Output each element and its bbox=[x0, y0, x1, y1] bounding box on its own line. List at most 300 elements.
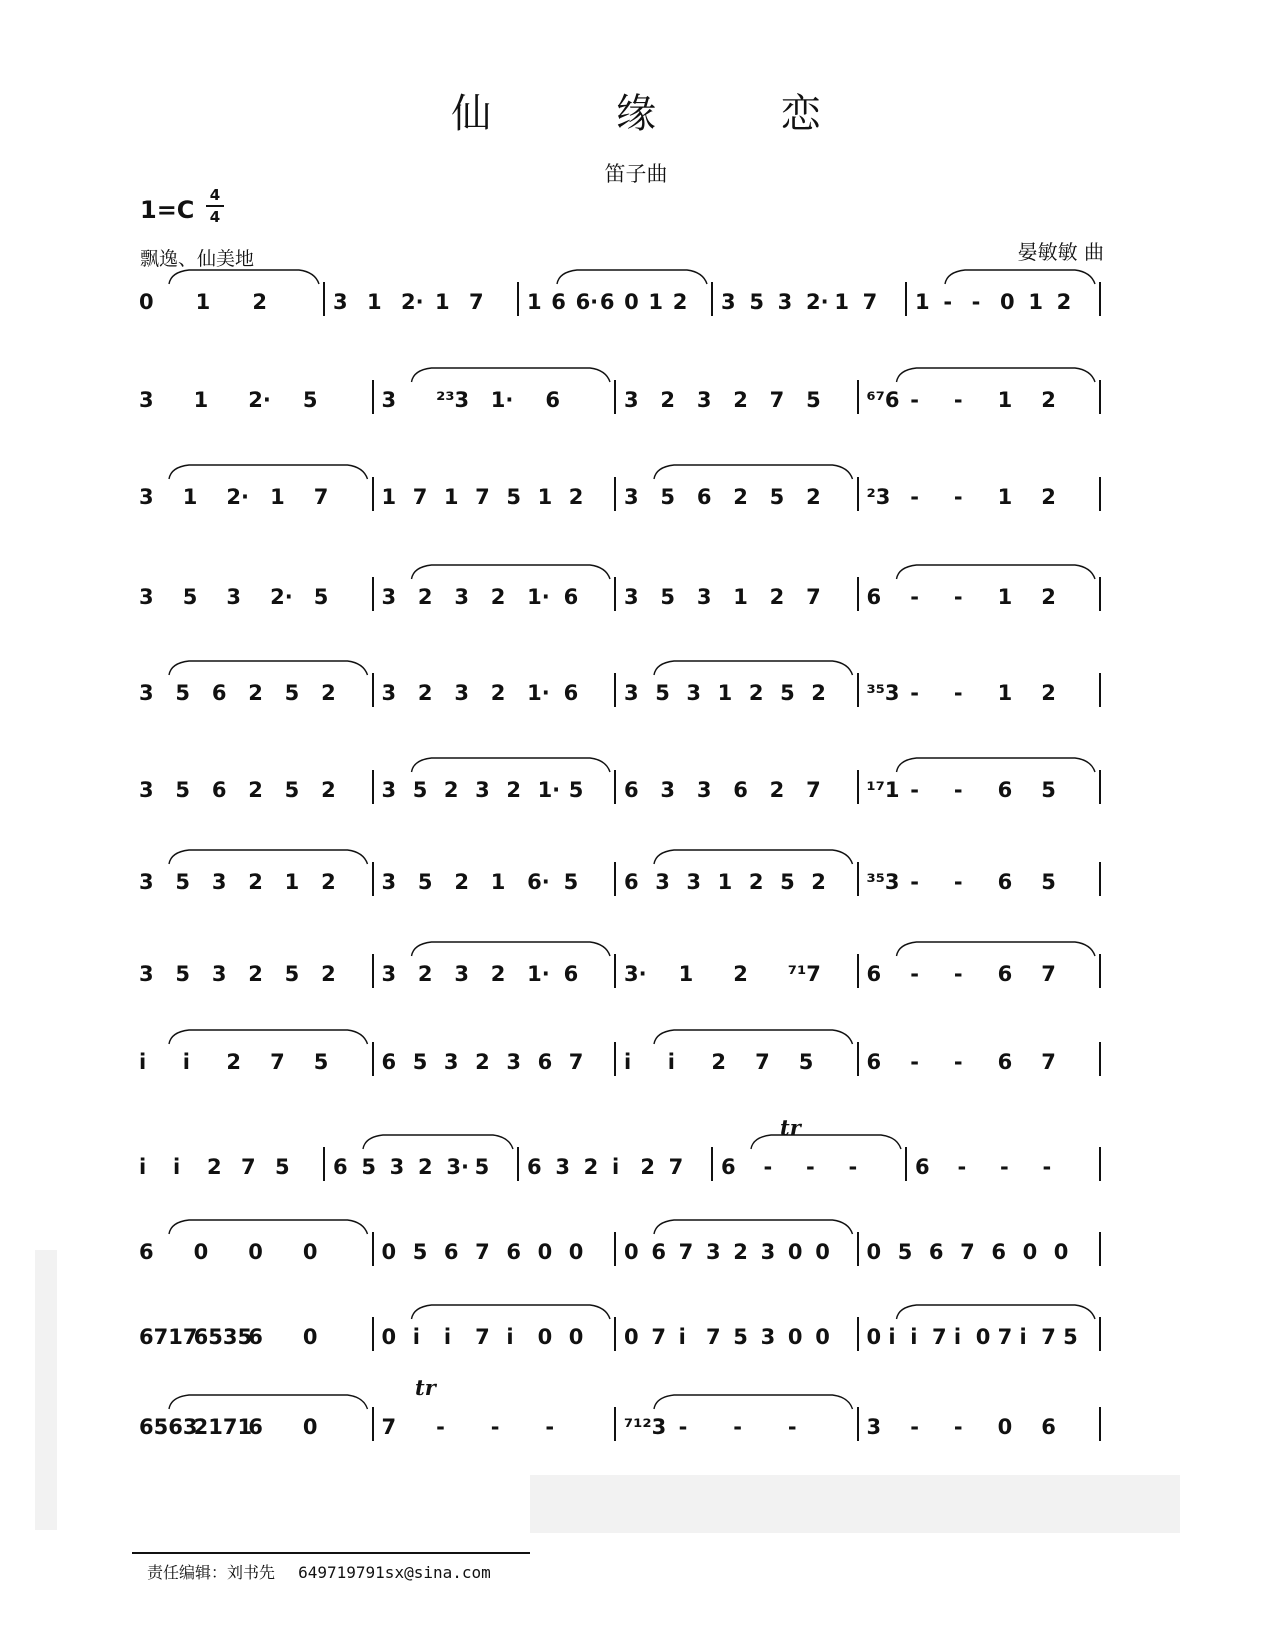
note: 7 bbox=[1041, 1050, 1056, 1074]
note: 2 bbox=[711, 1050, 727, 1074]
barline bbox=[711, 282, 713, 316]
note: 5 bbox=[660, 585, 676, 609]
note: 5 bbox=[284, 962, 300, 986]
note: 3 bbox=[655, 870, 670, 894]
note: 3 bbox=[686, 870, 702, 894]
barline bbox=[372, 673, 374, 707]
note: 2 bbox=[1041, 485, 1056, 509]
note: 2 bbox=[733, 962, 748, 986]
note: 6 bbox=[997, 870, 1013, 894]
note: 1· bbox=[527, 585, 550, 609]
note: 3 bbox=[139, 962, 154, 986]
note: 0 bbox=[381, 1240, 397, 1264]
barline bbox=[614, 1317, 616, 1351]
slur bbox=[751, 1135, 901, 1149]
note: 6 bbox=[696, 485, 712, 509]
note: 3 bbox=[381, 778, 397, 802]
note: 2 bbox=[248, 870, 263, 894]
note: i bbox=[612, 1155, 620, 1179]
note: 6 bbox=[248, 1325, 263, 1349]
barline bbox=[372, 770, 374, 804]
note: - bbox=[953, 962, 963, 986]
note: - bbox=[763, 1155, 773, 1179]
note: ¹⁷1 bbox=[866, 778, 900, 802]
note: 1 bbox=[997, 585, 1013, 609]
note: 2 bbox=[490, 962, 506, 986]
slur-group bbox=[135, 1190, 1165, 1240]
note: 6 bbox=[506, 1240, 521, 1264]
slur-group bbox=[135, 338, 1165, 388]
note: - bbox=[910, 485, 919, 509]
barline bbox=[857, 1317, 859, 1351]
barline bbox=[905, 282, 907, 316]
note: ⁷¹7 bbox=[787, 962, 821, 986]
note: 5 bbox=[474, 1155, 490, 1179]
barline bbox=[614, 1407, 616, 1441]
barline bbox=[1099, 282, 1101, 316]
note: 5 bbox=[175, 962, 191, 986]
barline bbox=[614, 577, 616, 611]
note: 2 bbox=[226, 1050, 242, 1074]
note: 7 bbox=[568, 1050, 584, 1074]
note: 3 bbox=[777, 290, 793, 314]
note: 6 bbox=[381, 1050, 397, 1074]
barline bbox=[614, 477, 616, 511]
note: - bbox=[490, 1415, 500, 1439]
note: 7 bbox=[806, 778, 821, 802]
note: 7 bbox=[241, 1155, 256, 1179]
note: 2 bbox=[568, 485, 584, 509]
time-signature-top: 4 bbox=[209, 186, 221, 204]
footer-email: 649719791sx@sina.com bbox=[298, 1563, 491, 1582]
slur bbox=[169, 270, 319, 284]
slur bbox=[897, 368, 1096, 382]
note: 1 bbox=[717, 681, 733, 705]
note: 3 bbox=[139, 585, 154, 609]
slur bbox=[897, 565, 1096, 579]
note: 5 bbox=[897, 1240, 913, 1264]
note: 1· bbox=[490, 388, 514, 412]
note: 5 bbox=[506, 485, 521, 509]
note: 2 bbox=[417, 681, 433, 705]
barline bbox=[857, 380, 859, 414]
note: 2 bbox=[811, 870, 826, 894]
note: 1 bbox=[997, 485, 1013, 509]
barline bbox=[517, 1147, 519, 1181]
slur bbox=[654, 1030, 853, 1044]
score-line-9 bbox=[135, 1050, 1162, 1110]
note: 6 bbox=[443, 1240, 459, 1264]
note: i bbox=[1019, 1325, 1027, 1349]
barline bbox=[372, 1317, 374, 1351]
note: 3 bbox=[454, 585, 469, 609]
note: i bbox=[667, 1050, 675, 1074]
note: i bbox=[506, 1325, 514, 1349]
note: i bbox=[173, 1155, 181, 1179]
note: - bbox=[910, 870, 919, 894]
note: 5 bbox=[284, 681, 300, 705]
note: 3 bbox=[555, 1155, 570, 1179]
barline bbox=[1099, 862, 1101, 896]
note: 7 bbox=[475, 1325, 490, 1349]
note: 7 bbox=[668, 1155, 684, 1179]
note: 3 bbox=[139, 778, 154, 802]
note: 6 bbox=[866, 962, 882, 986]
note: 2 bbox=[454, 870, 469, 894]
note: 0 bbox=[537, 1325, 553, 1349]
barline bbox=[372, 577, 374, 611]
slur bbox=[654, 465, 853, 479]
slur bbox=[945, 270, 1095, 284]
note: i bbox=[953, 1325, 962, 1349]
note: 3· bbox=[446, 1155, 469, 1179]
barline bbox=[1099, 1407, 1101, 1441]
note: i bbox=[139, 1155, 147, 1179]
note: 0 bbox=[1053, 1240, 1069, 1264]
slur-group bbox=[135, 1000, 1165, 1050]
note: 1 bbox=[1028, 290, 1043, 314]
note: 3 bbox=[139, 870, 154, 894]
note: 0 bbox=[624, 1240, 639, 1264]
note: 6 bbox=[997, 962, 1013, 986]
note: 2· bbox=[248, 388, 271, 412]
note: 6 bbox=[563, 681, 579, 705]
note: 3 bbox=[443, 1050, 459, 1074]
barline bbox=[1099, 1147, 1101, 1181]
note: 6 bbox=[248, 1415, 263, 1439]
page-title: 仙 缘 恋 bbox=[451, 91, 877, 137]
note: ³⁵3 bbox=[866, 681, 900, 705]
note: 3· bbox=[624, 962, 647, 986]
note: 6 bbox=[721, 1155, 736, 1179]
note: - bbox=[953, 681, 963, 705]
note: 2 bbox=[748, 870, 764, 894]
barline bbox=[857, 577, 859, 611]
note: 5 bbox=[749, 290, 764, 314]
note: i bbox=[910, 1325, 918, 1349]
barline bbox=[614, 770, 616, 804]
barline bbox=[323, 282, 325, 316]
note: 6 bbox=[624, 870, 639, 894]
barline bbox=[1099, 380, 1101, 414]
note: i bbox=[888, 1325, 896, 1349]
note: 1 bbox=[915, 290, 930, 314]
note: 6 bbox=[563, 962, 579, 986]
note: 0 bbox=[866, 1325, 882, 1349]
note: 5 bbox=[175, 870, 191, 894]
barline bbox=[614, 954, 616, 988]
note: 2 bbox=[252, 290, 267, 314]
note: 2 bbox=[248, 962, 263, 986]
note: 0 bbox=[1000, 290, 1015, 314]
note: 1 bbox=[195, 290, 211, 314]
note: 3 bbox=[226, 585, 242, 609]
note: 6 bbox=[545, 388, 560, 412]
note: - bbox=[806, 1155, 815, 1179]
note: 6 bbox=[537, 1050, 553, 1074]
note: i bbox=[624, 1050, 632, 1074]
note: 3 bbox=[139, 388, 154, 412]
barline bbox=[372, 862, 374, 896]
note: 2 bbox=[806, 485, 821, 509]
slur bbox=[412, 758, 611, 772]
note: 2 bbox=[321, 962, 336, 986]
note: ²3 bbox=[866, 485, 891, 509]
note: 7 bbox=[270, 1050, 285, 1074]
note: 1 bbox=[443, 485, 459, 509]
note: 5 bbox=[361, 1155, 376, 1179]
barline bbox=[614, 1232, 616, 1266]
note: 5 bbox=[313, 1050, 329, 1074]
note: - bbox=[910, 1050, 919, 1074]
barline bbox=[372, 477, 374, 511]
scan-shadow-bottom bbox=[530, 1475, 1180, 1533]
note: 0 bbox=[568, 1325, 584, 1349]
slur bbox=[169, 850, 368, 864]
note: 2 bbox=[733, 485, 748, 509]
note: 5 bbox=[175, 778, 191, 802]
note: 6 bbox=[866, 585, 882, 609]
note: - bbox=[848, 1155, 858, 1179]
note: 3 bbox=[696, 778, 712, 802]
note: 2 bbox=[769, 778, 785, 802]
slur bbox=[169, 1030, 368, 1044]
note: 5 bbox=[798, 1050, 814, 1074]
slur bbox=[412, 1305, 611, 1319]
note: 2 bbox=[418, 1155, 433, 1179]
slur-group bbox=[135, 435, 1165, 485]
slur-group bbox=[135, 535, 1165, 585]
note: 2 bbox=[321, 681, 336, 705]
note: - bbox=[910, 962, 919, 986]
note: - bbox=[545, 1415, 555, 1439]
note: 6 bbox=[551, 290, 566, 314]
slur bbox=[654, 1220, 853, 1234]
note: 7 bbox=[769, 388, 785, 412]
note: 3 bbox=[760, 1240, 776, 1264]
slur bbox=[169, 1220, 368, 1234]
note: - bbox=[678, 1415, 688, 1439]
slur bbox=[169, 465, 368, 479]
note: 2 bbox=[417, 962, 433, 986]
barline bbox=[1099, 477, 1101, 511]
note: 0 bbox=[139, 290, 154, 314]
slur bbox=[412, 942, 611, 956]
note: 0 bbox=[787, 1240, 803, 1264]
note: 2 bbox=[417, 585, 433, 609]
note: 2 bbox=[490, 585, 506, 609]
slur bbox=[897, 942, 1096, 956]
note: - bbox=[910, 388, 919, 412]
note: 3 bbox=[624, 388, 639, 412]
key-signature: 1=C bbox=[140, 196, 195, 224]
trill-mark: tr bbox=[780, 1115, 801, 1140]
barline bbox=[1099, 673, 1101, 707]
note: 2 bbox=[207, 1155, 222, 1179]
slur bbox=[412, 565, 611, 579]
note: 2· bbox=[806, 290, 829, 314]
note: 0 bbox=[302, 1325, 318, 1349]
note: 3 bbox=[381, 388, 397, 412]
note: 3 bbox=[660, 778, 676, 802]
note: 1 bbox=[527, 290, 542, 314]
barline bbox=[857, 1042, 859, 1076]
note: 3 bbox=[454, 681, 469, 705]
note: 3 bbox=[211, 962, 227, 986]
note: 2 bbox=[443, 778, 459, 802]
note: 5 bbox=[780, 681, 795, 705]
note: 7 bbox=[1041, 962, 1056, 986]
note: 2 bbox=[1056, 290, 1072, 314]
note: - bbox=[953, 1050, 963, 1074]
footer bbox=[147, 1560, 491, 1583]
note: 2 bbox=[1041, 585, 1056, 609]
note: 5 bbox=[568, 778, 584, 802]
note: 3 bbox=[624, 681, 639, 705]
note: ⁶⁷6 bbox=[866, 388, 900, 412]
barline bbox=[372, 1407, 374, 1441]
footer-divider bbox=[132, 1552, 530, 1554]
note: 2 bbox=[506, 778, 521, 802]
note: 1 bbox=[182, 485, 198, 509]
note: 7 bbox=[475, 1240, 490, 1264]
note: 6 bbox=[211, 778, 227, 802]
note: 7 bbox=[932, 1325, 947, 1349]
note: 6 bbox=[599, 290, 615, 314]
note: 1 bbox=[537, 485, 553, 509]
note: 7 bbox=[806, 585, 821, 609]
note: 3 bbox=[139, 681, 154, 705]
note: 5 bbox=[806, 388, 821, 412]
note: 1 bbox=[733, 585, 748, 609]
note: 3 bbox=[696, 388, 712, 412]
note: 0 bbox=[537, 1240, 553, 1264]
note: 6 bbox=[333, 1155, 348, 1179]
barline bbox=[857, 862, 859, 896]
note: - bbox=[733, 1415, 742, 1439]
note: 2 bbox=[769, 585, 785, 609]
note: 1 bbox=[270, 485, 285, 509]
barline bbox=[372, 1042, 374, 1076]
slur bbox=[169, 661, 368, 675]
note: 3 bbox=[381, 585, 397, 609]
note: 7 bbox=[960, 1240, 975, 1264]
note: 3 bbox=[624, 585, 639, 609]
note: 7 bbox=[381, 1415, 397, 1439]
scan-shadow-left bbox=[35, 1250, 57, 1530]
note: 7 bbox=[705, 1325, 721, 1349]
note: 1 bbox=[367, 290, 382, 314]
note: i bbox=[678, 1325, 686, 1349]
note: 5 bbox=[302, 388, 318, 412]
slur bbox=[654, 850, 853, 864]
note: 6 bbox=[527, 1155, 542, 1179]
note: 1· bbox=[537, 778, 561, 802]
note: 0 bbox=[302, 1415, 318, 1439]
note: 3 bbox=[760, 1325, 776, 1349]
note: 1 bbox=[193, 388, 209, 412]
barline bbox=[372, 1232, 374, 1266]
note: 1 bbox=[717, 870, 733, 894]
note: 0 bbox=[1022, 1240, 1038, 1264]
note: 2· bbox=[270, 585, 293, 609]
note: 5 bbox=[284, 778, 300, 802]
note: 3 bbox=[475, 778, 490, 802]
slur-group bbox=[135, 912, 1165, 962]
note: 6 bbox=[1041, 1415, 1056, 1439]
note: 5 bbox=[412, 1050, 428, 1074]
note: 2 bbox=[321, 778, 336, 802]
note: - bbox=[943, 290, 953, 314]
note: - bbox=[953, 778, 963, 802]
note: 0 bbox=[975, 1325, 991, 1349]
slur-group bbox=[135, 820, 1165, 870]
note: 1 bbox=[435, 290, 450, 314]
note: 2 bbox=[660, 388, 676, 412]
barline bbox=[614, 862, 616, 896]
barline bbox=[614, 673, 616, 707]
note: - bbox=[910, 585, 919, 609]
note: - bbox=[910, 1415, 919, 1439]
note: 5 bbox=[655, 681, 670, 705]
composer-credit: 晏敏敏 曲 bbox=[1017, 240, 1104, 264]
note: 1 bbox=[381, 485, 397, 509]
note: 1 bbox=[284, 870, 300, 894]
note: 6 bbox=[991, 1240, 1006, 1264]
slur-group bbox=[135, 1275, 1165, 1325]
note: 2 bbox=[733, 388, 748, 412]
barline bbox=[711, 1147, 713, 1181]
note: 6 bbox=[997, 778, 1013, 802]
barline bbox=[372, 954, 374, 988]
barline bbox=[614, 1042, 616, 1076]
note: 7 bbox=[755, 1050, 770, 1074]
note: 1· bbox=[527, 681, 550, 705]
note: - bbox=[953, 870, 963, 894]
barline bbox=[1099, 770, 1101, 804]
note: - bbox=[953, 585, 963, 609]
note: - bbox=[1042, 1155, 1052, 1179]
note: 1 bbox=[997, 681, 1013, 705]
note: 3 bbox=[381, 870, 397, 894]
note: 3 bbox=[211, 870, 227, 894]
note: 2171 bbox=[193, 1415, 253, 1439]
note: 7 bbox=[412, 485, 428, 509]
note: 6 bbox=[139, 1240, 154, 1264]
note: 5 bbox=[275, 1155, 290, 1179]
tempo-marking: 飘逸、仙美地 bbox=[140, 248, 255, 270]
note: 3 bbox=[454, 962, 469, 986]
note: - bbox=[910, 681, 919, 705]
note: 7 bbox=[651, 1325, 666, 1349]
note: 3 bbox=[624, 485, 639, 509]
note: i bbox=[182, 1050, 190, 1074]
note: 1· bbox=[527, 962, 550, 986]
barline bbox=[1099, 1317, 1101, 1351]
note: 6 bbox=[624, 778, 639, 802]
note: i bbox=[139, 1050, 147, 1074]
slur-group bbox=[135, 240, 1165, 290]
slur-group bbox=[135, 631, 1165, 681]
note: 6 bbox=[563, 585, 579, 609]
note: 5 bbox=[417, 870, 433, 894]
note: 5 bbox=[175, 681, 191, 705]
note: 2· bbox=[401, 290, 424, 314]
note: 3 bbox=[389, 1155, 405, 1179]
note: ⁷¹²3 bbox=[624, 1415, 667, 1439]
slur bbox=[412, 368, 611, 382]
note: 1 bbox=[834, 290, 849, 314]
